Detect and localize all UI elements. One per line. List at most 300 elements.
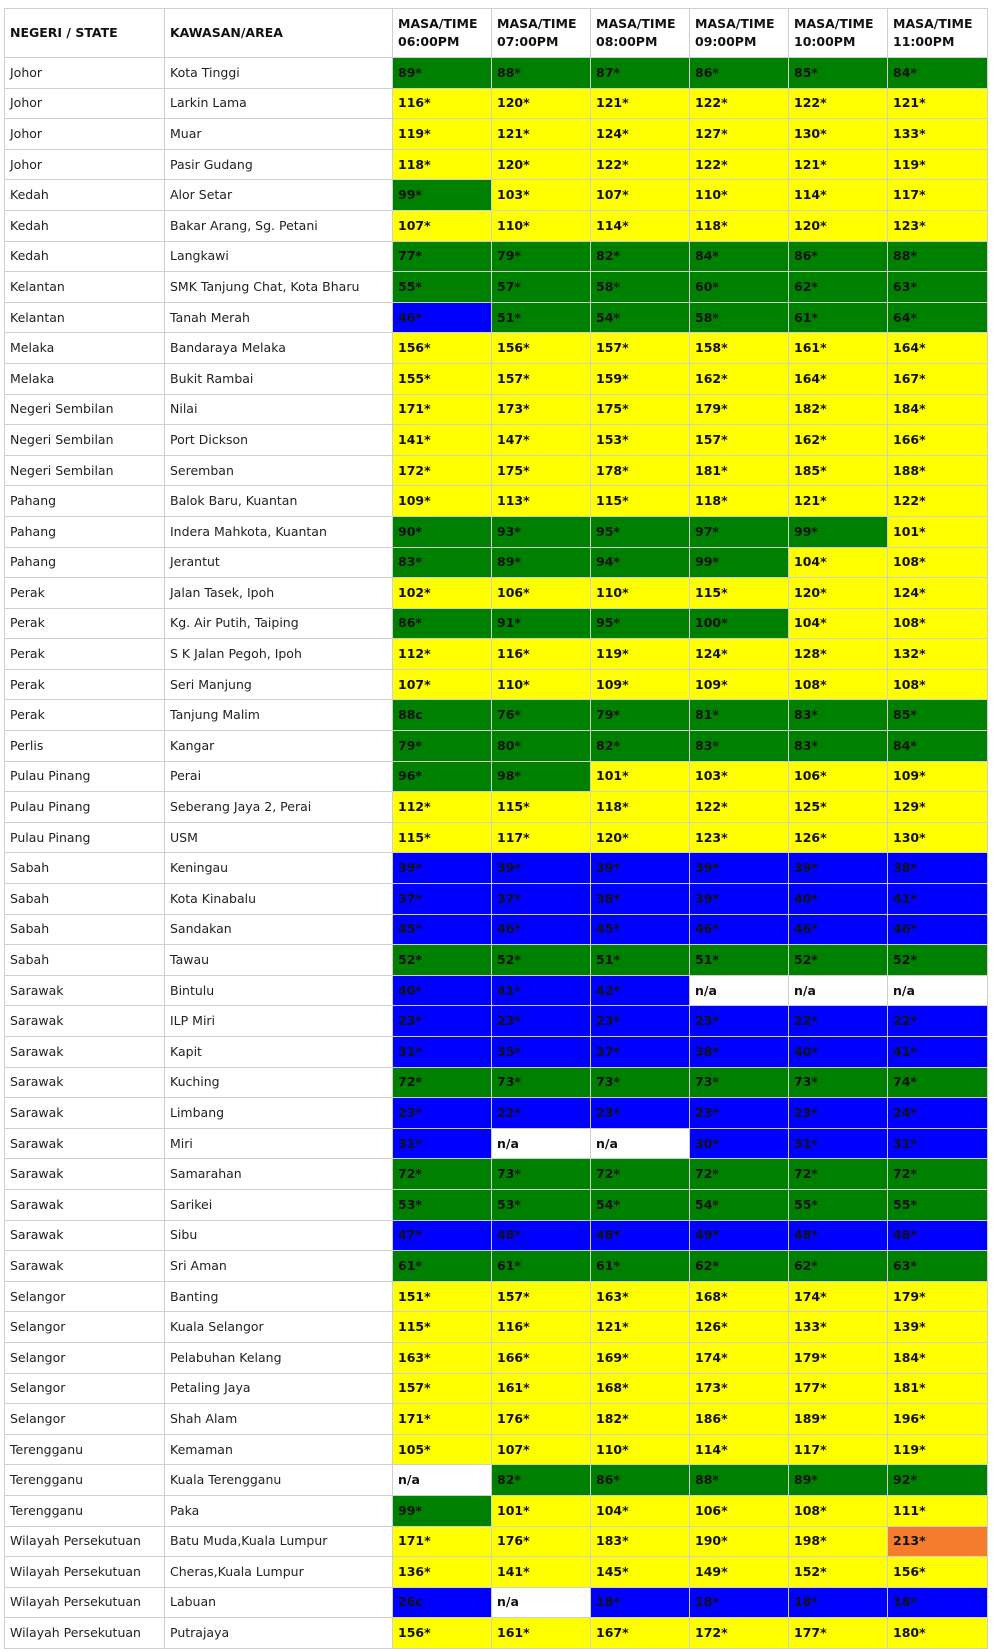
api-value-cell: 183* — [591, 1526, 690, 1557]
api-value-cell: 41* — [888, 884, 988, 915]
area-cell: Putrajaya — [165, 1618, 393, 1649]
api-value-cell: 18* — [789, 1587, 888, 1618]
api-value-cell: 122* — [789, 88, 888, 119]
api-value-cell: 74* — [888, 1067, 988, 1098]
table-row — [5, 486, 988, 517]
area-cell: Muar — [165, 119, 393, 150]
api-value-cell: 110* — [591, 1434, 690, 1465]
state-cell: Johor — [5, 149, 165, 180]
table-row — [5, 333, 988, 364]
api-value-cell: 162* — [789, 425, 888, 456]
api-value-cell: 102* — [393, 578, 492, 609]
area-cell: Jalan Tasek, Ipoh — [165, 578, 393, 609]
api-value-cell: 103* — [492, 180, 591, 211]
api-value-cell: 184* — [888, 394, 988, 425]
table-row — [5, 88, 988, 119]
api-value-cell: 99* — [690, 547, 789, 578]
api-value-cell: 52* — [393, 945, 492, 976]
api-value-cell: 98* — [492, 761, 591, 792]
table-row — [5, 1587, 988, 1618]
area-cell: Limbang — [165, 1098, 393, 1129]
api-value-cell: 169* — [591, 1342, 690, 1373]
api-value-cell: 164* — [888, 333, 988, 364]
api-value-cell: 167* — [888, 363, 988, 394]
api-value-cell: 40* — [393, 975, 492, 1006]
api-value-cell: 124* — [888, 578, 988, 609]
api-value-cell: 72* — [690, 1159, 789, 1190]
api-value-cell: 122* — [690, 792, 789, 823]
table-row — [5, 455, 988, 486]
api-value-cell: 72* — [789, 1159, 888, 1190]
area-cell: Sandakan — [165, 914, 393, 945]
api-value-cell: 46* — [690, 914, 789, 945]
api-value-cell: 23* — [393, 1098, 492, 1129]
api-value-cell: 180* — [888, 1618, 988, 1649]
area-cell: Kuala Terengganu — [165, 1465, 393, 1496]
api-value-cell: 181* — [888, 1373, 988, 1404]
api-value-cell: 182* — [789, 394, 888, 425]
api-value-cell: 22* — [492, 1098, 591, 1129]
area-cell: S K Jalan Pegoh, Ipoh — [165, 639, 393, 670]
table-row — [5, 639, 988, 670]
area-cell: Jerantut — [165, 547, 393, 578]
api-value-cell: 46* — [789, 914, 888, 945]
api-value-cell: 177* — [789, 1618, 888, 1649]
api-value-cell: 55* — [888, 1189, 988, 1220]
api-value-cell: 72* — [591, 1159, 690, 1190]
api-value-cell: 104* — [789, 547, 888, 578]
state-cell: Wilayah Persekutuan — [5, 1526, 165, 1557]
area-cell: Batu Muda,Kuala Lumpur — [165, 1526, 393, 1557]
api-value-cell: 108* — [789, 1495, 888, 1526]
api-value-cell: 81* — [690, 700, 789, 731]
api-value-cell: 80* — [492, 731, 591, 762]
api-value-cell: 115* — [591, 486, 690, 517]
api-value-cell: 55* — [789, 1189, 888, 1220]
state-cell: Sabah — [5, 914, 165, 945]
api-value-cell: 115* — [492, 792, 591, 823]
api-value-cell: 101* — [888, 516, 988, 547]
area-cell: Balok Baru, Kuantan — [165, 486, 393, 517]
state-cell: Sabah — [5, 853, 165, 884]
api-value-cell: 61* — [393, 1251, 492, 1282]
table-row — [5, 1465, 988, 1496]
api-value-cell: 120* — [492, 149, 591, 180]
api-value-cell: n/a — [492, 1587, 591, 1618]
api-value-cell: 72* — [393, 1067, 492, 1098]
api-value-cell: 157* — [492, 1281, 591, 1312]
api-value-cell: 39* — [690, 884, 789, 915]
column-header-time-4 — [690, 9, 789, 58]
api-value-cell: 39* — [492, 853, 591, 884]
api-value-cell: 118* — [591, 792, 690, 823]
api-value-cell: 88c — [393, 700, 492, 731]
state-cell: Selangor — [5, 1342, 165, 1373]
api-value-cell: 178* — [591, 455, 690, 486]
api-value-cell: 147* — [492, 425, 591, 456]
api-value-cell: 109* — [591, 669, 690, 700]
state-cell: Selangor — [5, 1373, 165, 1404]
area-cell: Seri Manjung — [165, 669, 393, 700]
api-value-cell: 173* — [690, 1373, 789, 1404]
table-row — [5, 884, 988, 915]
time-header-value: 07:00PM — [497, 34, 559, 49]
state-cell: Sabah — [5, 945, 165, 976]
column-header-time-5 — [789, 9, 888, 58]
api-value-cell: 174* — [789, 1281, 888, 1312]
api-value-cell: 53* — [492, 1189, 591, 1220]
table-row — [5, 119, 988, 150]
state-cell: Perak — [5, 608, 165, 639]
api-value-cell: 117* — [789, 1434, 888, 1465]
table-row — [5, 945, 988, 976]
api-value-cell: 73* — [789, 1067, 888, 1098]
api-value-cell: 38* — [591, 884, 690, 915]
api-value-cell: 72* — [393, 1159, 492, 1190]
api-value-cell: n/a — [789, 975, 888, 1006]
api-value-cell: 62* — [789, 272, 888, 303]
api-value-cell: 213* — [888, 1526, 988, 1557]
header-row — [5, 9, 988, 58]
state-cell: Kelantan — [5, 272, 165, 303]
api-value-cell: 186* — [690, 1404, 789, 1435]
state-cell: Sarawak — [5, 1037, 165, 1068]
api-value-cell: 83* — [789, 731, 888, 762]
api-value-cell: 64* — [888, 302, 988, 333]
api-value-cell: 96* — [393, 761, 492, 792]
api-value-cell: 83* — [393, 547, 492, 578]
state-cell: Wilayah Persekutuan — [5, 1557, 165, 1588]
api-value-cell: 23* — [393, 1006, 492, 1037]
state-cell: Kedah — [5, 241, 165, 272]
area-cell: Kuching — [165, 1067, 393, 1098]
api-value-cell: 18* — [690, 1587, 789, 1618]
api-value-cell: 114* — [789, 180, 888, 211]
state-cell: Perlis — [5, 731, 165, 762]
state-cell: Sarawak — [5, 1189, 165, 1220]
api-value-cell: 48* — [789, 1220, 888, 1251]
api-value-cell: 161* — [789, 333, 888, 364]
column-header-time-1 — [393, 9, 492, 58]
api-value-cell: 176* — [492, 1526, 591, 1557]
api-value-cell: 37* — [492, 884, 591, 915]
api-value-cell: 173* — [492, 394, 591, 425]
state-cell: Selangor — [5, 1404, 165, 1435]
api-value-cell: n/a — [591, 1128, 690, 1159]
state-cell: Sarawak — [5, 1159, 165, 1190]
api-value-cell: 156* — [393, 1618, 492, 1649]
api-value-cell: 179* — [888, 1281, 988, 1312]
api-value-cell: 85* — [789, 58, 888, 89]
state-cell: Perak — [5, 700, 165, 731]
table-row — [5, 975, 988, 1006]
api-value-cell: 168* — [690, 1281, 789, 1312]
area-cell: Perai — [165, 761, 393, 792]
api-value-cell: 63* — [888, 272, 988, 303]
area-cell: Seberang Jaya 2, Perai — [165, 792, 393, 823]
column-header-state: NEGERI / STATE — [5, 9, 165, 58]
api-value-cell: 40* — [789, 884, 888, 915]
area-cell: Bandaraya Melaka — [165, 333, 393, 364]
api-value-cell: 45* — [591, 914, 690, 945]
area-cell: Kapit — [165, 1037, 393, 1068]
table-row — [5, 731, 988, 762]
api-value-cell: 61* — [591, 1251, 690, 1282]
column-header-time-6 — [888, 9, 988, 58]
api-value-cell: 117* — [888, 180, 988, 211]
api-value-cell: 122* — [690, 88, 789, 119]
api-value-cell: 109* — [393, 486, 492, 517]
api-value-cell: 106* — [690, 1495, 789, 1526]
api-value-cell: 157* — [492, 363, 591, 394]
area-cell: Nilai — [165, 394, 393, 425]
api-value-cell: 120* — [492, 88, 591, 119]
table-row — [5, 1159, 988, 1190]
area-cell: Bakar Arang, Sg. Petani — [165, 210, 393, 241]
api-value-cell: 107* — [393, 210, 492, 241]
api-value-cell: 18* — [888, 1587, 988, 1618]
api-value-cell: 119* — [591, 639, 690, 670]
api-value-cell: 51* — [492, 302, 591, 333]
area-cell: Kota Kinabalu — [165, 884, 393, 915]
table-body — [5, 58, 988, 1649]
api-value-cell: 63* — [888, 1251, 988, 1282]
table-row — [5, 1373, 988, 1404]
api-value-cell: 114* — [591, 210, 690, 241]
api-value-cell: 196* — [888, 1404, 988, 1435]
api-value-cell: 73* — [690, 1067, 789, 1098]
state-cell: Terengganu — [5, 1495, 165, 1526]
api-value-cell: 82* — [492, 1465, 591, 1496]
area-cell: Langkawi — [165, 241, 393, 272]
area-cell: Bintulu — [165, 975, 393, 1006]
table-row — [5, 1128, 988, 1159]
area-cell: Indera Mahkota, Kuantan — [165, 516, 393, 547]
api-value-cell: 46* — [888, 914, 988, 945]
api-value-cell: 119* — [888, 149, 988, 180]
api-value-cell: 22* — [888, 1006, 988, 1037]
api-value-cell: 163* — [393, 1342, 492, 1373]
state-cell: Selangor — [5, 1312, 165, 1343]
api-value-cell: 133* — [789, 1312, 888, 1343]
table-row — [5, 1067, 988, 1098]
api-value-cell: 114* — [690, 1434, 789, 1465]
api-value-cell: 181* — [690, 455, 789, 486]
api-value-cell: 31* — [888, 1128, 988, 1159]
api-value-cell: 46* — [393, 302, 492, 333]
api-value-cell: 128* — [789, 639, 888, 670]
api-value-cell: 163* — [591, 1281, 690, 1312]
state-cell: Sarawak — [5, 1220, 165, 1251]
state-cell: Perak — [5, 578, 165, 609]
api-value-cell: 57* — [492, 272, 591, 303]
api-value-cell: 100* — [690, 608, 789, 639]
state-cell: Sarawak — [5, 1067, 165, 1098]
api-value-cell: 23* — [591, 1006, 690, 1037]
state-cell: Johor — [5, 119, 165, 150]
area-cell: Tawau — [165, 945, 393, 976]
api-value-cell: 99* — [789, 516, 888, 547]
table-row — [5, 1006, 988, 1037]
api-value-cell: 83* — [690, 731, 789, 762]
api-value-cell: 175* — [492, 455, 591, 486]
api-value-cell: 23* — [591, 1098, 690, 1129]
state-cell: Sarawak — [5, 1128, 165, 1159]
area-cell: Cheras,Kuala Lumpur — [165, 1557, 393, 1588]
api-value-cell: 112* — [393, 792, 492, 823]
api-value-cell: 26c — [393, 1587, 492, 1618]
api-value-cell: 171* — [393, 1404, 492, 1435]
api-value-cell: 62* — [789, 1251, 888, 1282]
api-value-cell: 47* — [393, 1220, 492, 1251]
api-value-cell: 41* — [888, 1037, 988, 1068]
api-value-cell: 105* — [393, 1434, 492, 1465]
api-value-cell: 106* — [492, 578, 591, 609]
api-value-cell: 123* — [690, 822, 789, 853]
api-value-cell: 41* — [492, 975, 591, 1006]
table-row — [5, 578, 988, 609]
api-value-cell: 23* — [690, 1098, 789, 1129]
api-value-cell: 37* — [591, 1037, 690, 1068]
area-cell: Bukit Rambai — [165, 363, 393, 394]
api-value-cell: 62* — [690, 1251, 789, 1282]
table-row — [5, 700, 988, 731]
api-value-cell: 116* — [492, 639, 591, 670]
api-value-cell: 79* — [591, 700, 690, 731]
api-value-cell: 83* — [789, 700, 888, 731]
api-value-cell: 35* — [492, 1037, 591, 1068]
api-value-cell: 124* — [591, 119, 690, 150]
api-value-cell: 166* — [492, 1342, 591, 1373]
api-value-cell: 198* — [789, 1526, 888, 1557]
api-value-cell: 126* — [690, 1312, 789, 1343]
api-value-cell: 38* — [690, 1037, 789, 1068]
time-header-prefix: MASA/TIME — [398, 16, 478, 31]
api-value-cell: 40* — [789, 1037, 888, 1068]
api-value-cell: 79* — [393, 731, 492, 762]
area-cell: Sibu — [165, 1220, 393, 1251]
table-row — [5, 180, 988, 211]
api-value-cell: 107* — [492, 1434, 591, 1465]
api-value-cell: 120* — [789, 578, 888, 609]
api-value-cell: 84* — [888, 58, 988, 89]
api-value-cell: 89* — [789, 1465, 888, 1496]
table-row — [5, 1189, 988, 1220]
state-cell: Terengganu — [5, 1434, 165, 1465]
area-cell: Larkin Lama — [165, 88, 393, 119]
area-cell: Labuan — [165, 1587, 393, 1618]
api-value-cell: 87* — [591, 58, 690, 89]
api-value-cell: 133* — [888, 119, 988, 150]
api-value-cell: 24* — [888, 1098, 988, 1129]
api-value-cell: 73* — [492, 1159, 591, 1190]
area-cell: Tanjung Malim — [165, 700, 393, 731]
time-header-prefix: MASA/TIME — [596, 16, 676, 31]
table-row — [5, 363, 988, 394]
area-cell: Kangar — [165, 731, 393, 762]
api-value-cell: 85* — [888, 700, 988, 731]
api-value-cell: 84* — [690, 241, 789, 272]
api-value-cell: 73* — [492, 1067, 591, 1098]
api-value-cell: 122* — [690, 149, 789, 180]
api-value-cell: n/a — [393, 1465, 492, 1496]
api-value-cell: 49* — [690, 1220, 789, 1251]
api-value-cell: 52* — [789, 945, 888, 976]
time-header-value: 06:00PM — [398, 34, 460, 49]
api-value-cell: 116* — [393, 88, 492, 119]
api-value-cell: 110* — [591, 578, 690, 609]
api-value-cell: 103* — [690, 761, 789, 792]
table-row — [5, 1618, 988, 1649]
api-value-cell: 115* — [393, 1312, 492, 1343]
api-value-cell: 23* — [690, 1006, 789, 1037]
table-row — [5, 1281, 988, 1312]
api-value-cell: 171* — [393, 394, 492, 425]
api-value-cell: 127* — [690, 119, 789, 150]
api-value-cell: 54* — [690, 1189, 789, 1220]
api-value-cell: 18* — [591, 1587, 690, 1618]
api-value-cell: 125* — [789, 792, 888, 823]
api-value-cell: 84* — [888, 731, 988, 762]
api-value-cell: 121* — [789, 486, 888, 517]
api-value-cell: 86* — [690, 58, 789, 89]
state-cell: Terengganu — [5, 1465, 165, 1496]
api-value-cell: 176* — [492, 1404, 591, 1435]
table-row — [5, 1342, 988, 1373]
api-value-cell: 30* — [690, 1128, 789, 1159]
api-value-cell: 109* — [888, 761, 988, 792]
api-value-cell: 116* — [492, 1312, 591, 1343]
state-cell: Negeri Sembilan — [5, 455, 165, 486]
table-row — [5, 608, 988, 639]
area-cell: Pasir Gudang — [165, 149, 393, 180]
state-cell: Sarawak — [5, 1006, 165, 1037]
api-value-cell: 89* — [492, 547, 591, 578]
state-cell: Pulau Pinang — [5, 792, 165, 823]
api-value-cell: 177* — [789, 1373, 888, 1404]
area-cell: Banting — [165, 1281, 393, 1312]
api-value-cell: 182* — [591, 1404, 690, 1435]
api-value-cell: 54* — [591, 302, 690, 333]
api-value-cell: 190* — [690, 1526, 789, 1557]
table-row — [5, 1098, 988, 1129]
time-header-prefix: MASA/TIME — [497, 16, 577, 31]
api-value-cell: 121* — [492, 119, 591, 150]
api-value-cell: 48* — [492, 1220, 591, 1251]
area-cell: Paka — [165, 1495, 393, 1526]
table-row — [5, 1037, 988, 1068]
table-row — [5, 210, 988, 241]
table-row — [5, 1495, 988, 1526]
api-value-cell: 46* — [492, 914, 591, 945]
time-header-value: 10:00PM — [794, 34, 856, 49]
state-cell: Johor — [5, 58, 165, 89]
api-value-cell: 117* — [492, 822, 591, 853]
state-cell: Selangor — [5, 1281, 165, 1312]
api-value-cell: 157* — [591, 333, 690, 364]
api-value-cell: 23* — [492, 1006, 591, 1037]
state-cell: Sarawak — [5, 1098, 165, 1129]
api-value-cell: 97* — [690, 516, 789, 547]
table-row — [5, 302, 988, 333]
api-value-cell: 88* — [888, 241, 988, 272]
api-value-cell: 107* — [393, 669, 492, 700]
api-value-cell: 88* — [690, 1465, 789, 1496]
state-cell: Negeri Sembilan — [5, 425, 165, 456]
state-cell: Perak — [5, 639, 165, 670]
api-value-cell: 39* — [591, 853, 690, 884]
api-value-cell: 121* — [591, 1312, 690, 1343]
